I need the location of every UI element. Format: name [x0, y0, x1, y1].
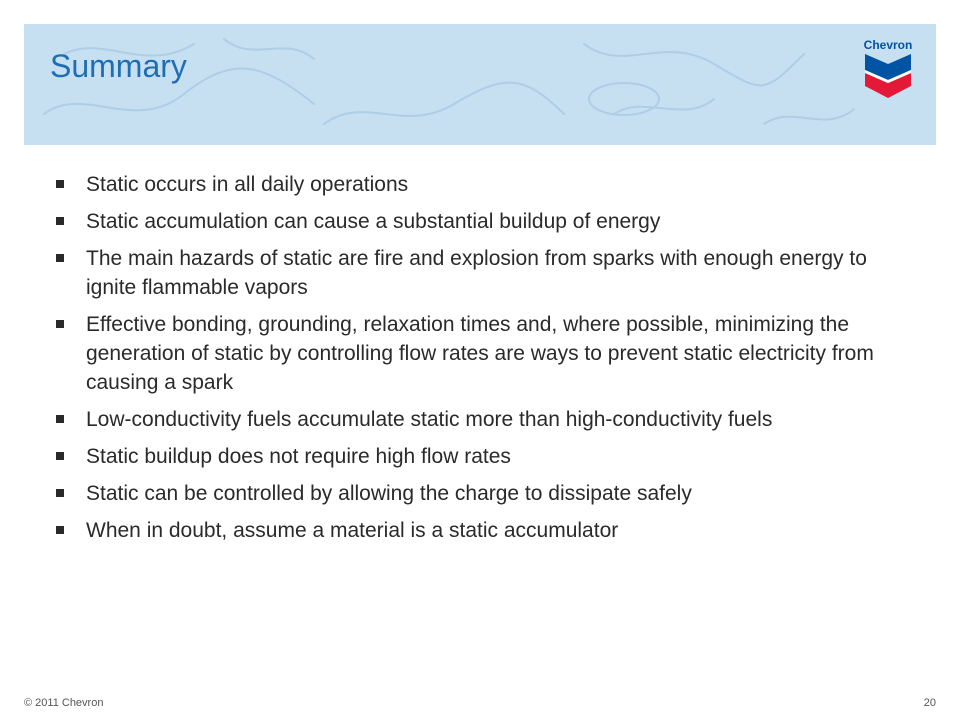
footer-copyright: © 2011 Chevron	[24, 697, 104, 709]
square-bullet-icon	[56, 320, 64, 328]
bullet-item	[56, 442, 906, 471]
square-bullet-icon	[56, 489, 64, 497]
bullet-item	[56, 516, 906, 545]
bullet-item	[56, 310, 906, 397]
square-bullet-icon	[56, 415, 64, 423]
bullet-text: Static can be controlled by allowing the charge to dissipate safely	[86, 482, 692, 505]
square-bullet-icon	[56, 180, 64, 188]
bullet-text: Static buildup does not require high flow rates	[86, 445, 511, 468]
logo-text: Chevron	[863, 38, 913, 52]
bullet-item	[56, 479, 906, 508]
square-bullet-icon	[56, 452, 64, 460]
square-bullet-icon	[56, 254, 64, 262]
bullet-item	[56, 207, 906, 236]
bullet-text: Effective bonding, grounding, relaxation times and, where possible, minimizing the generation of static by controlling flow rates are ways to prevent static electricity from causing a spark	[86, 313, 874, 394]
chevron-logo	[858, 36, 918, 107]
bullet-item	[56, 170, 906, 199]
bullet-text: The main hazards of static are fire and explosion from sparks with enough energy to ignite flammable vapors	[86, 247, 867, 299]
bullet-list	[56, 170, 906, 553]
bullet-text: Static occurs in all daily operations	[86, 173, 409, 196]
bullet-text: Low-conductivity fuels accumulate static more than high-conductivity fuels	[86, 408, 773, 431]
bullet-item	[56, 405, 906, 434]
bullet-text: When in doubt, assume a material is a static accumulator	[86, 519, 619, 542]
square-bullet-icon	[56, 526, 64, 534]
square-bullet-icon	[56, 217, 64, 225]
slide-title: Summary	[50, 48, 187, 84]
bullet-item	[56, 244, 906, 302]
bullet-text: Static accumulation can cause a substantial buildup of energy	[86, 210, 661, 233]
page-number: 20	[923, 697, 936, 709]
